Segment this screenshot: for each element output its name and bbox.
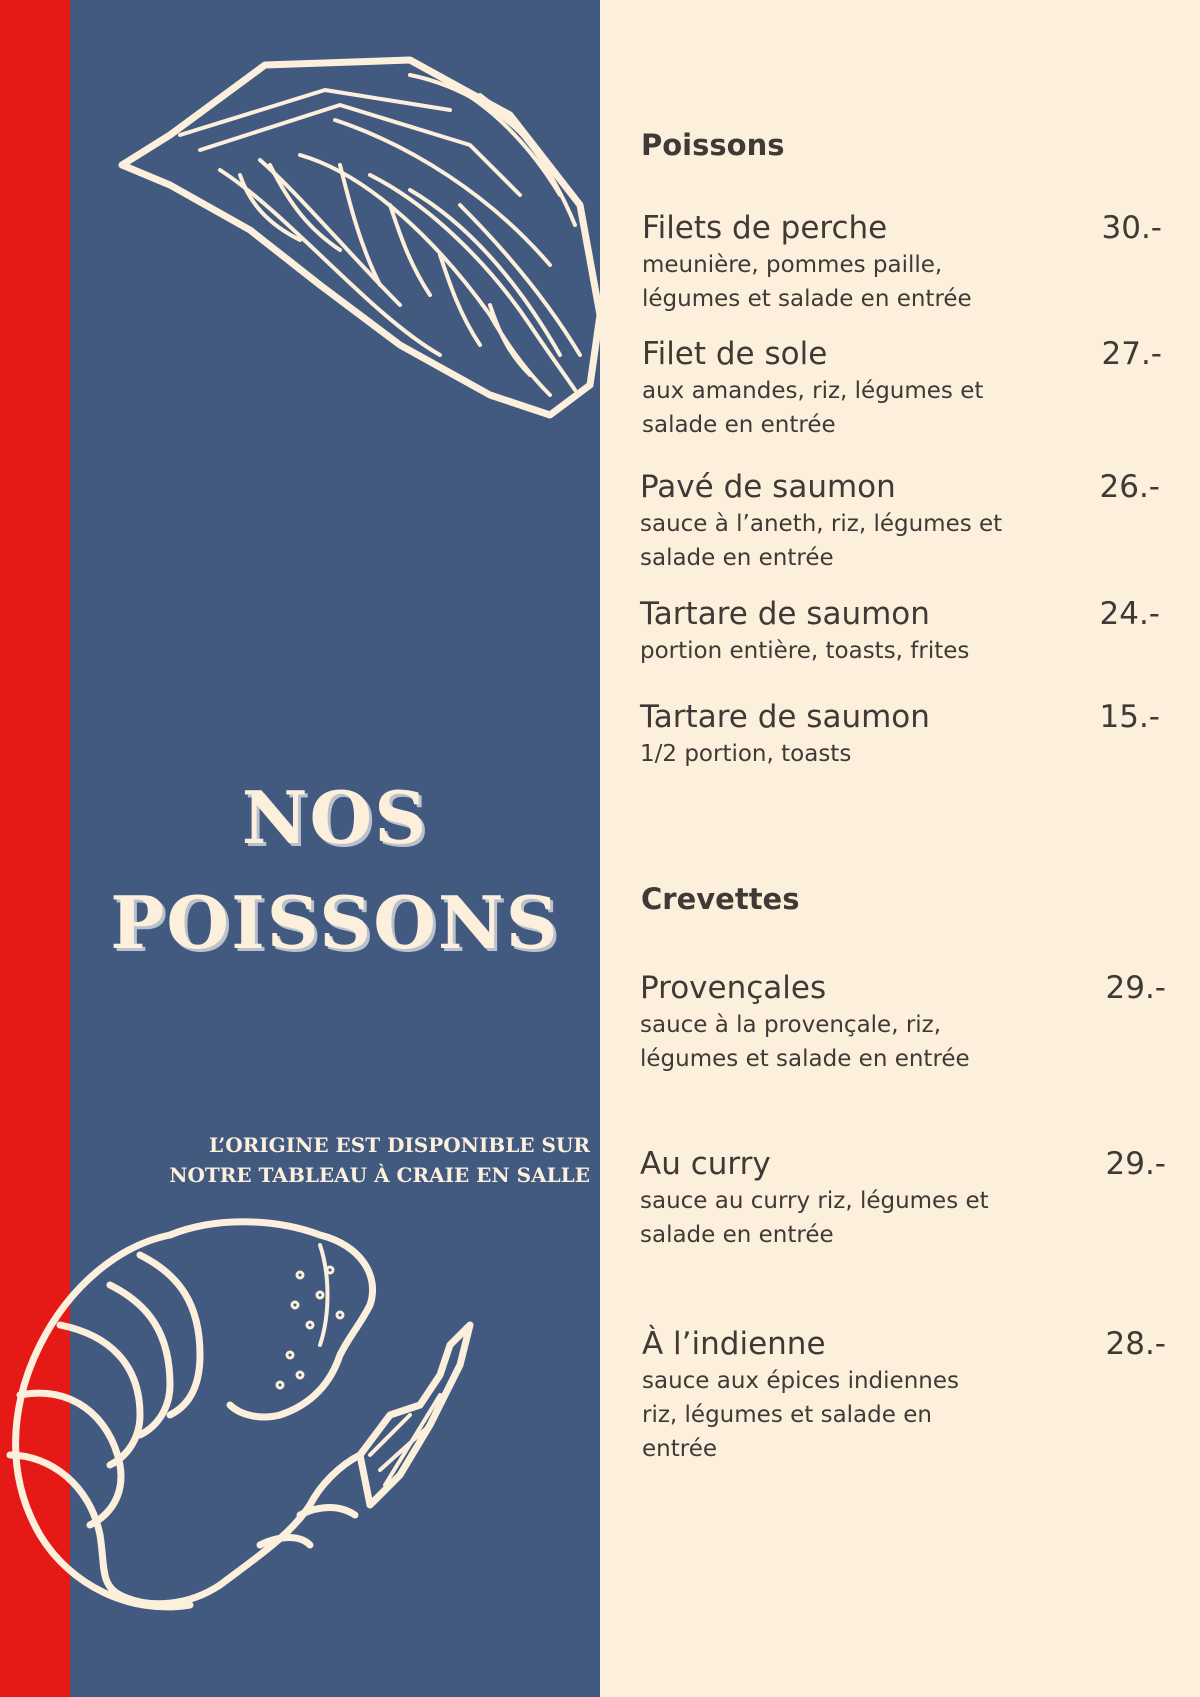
menu-item xyxy=(640,968,1166,1076)
dish-name: Pavé de saumon xyxy=(640,469,896,505)
hero-title-line2: POISSONS xyxy=(110,880,560,965)
dish-name: Au curry xyxy=(640,1146,771,1182)
hero-title-line1: NOS xyxy=(241,775,429,860)
dish-name: À l’indienne xyxy=(642,1326,826,1362)
menu-item xyxy=(640,697,1160,771)
salmon-steak-icon xyxy=(110,55,605,455)
section-heading-poissons: Poissons xyxy=(641,128,785,162)
shrimp-icon xyxy=(0,1215,480,1635)
dish-price: 15.- xyxy=(1099,699,1160,735)
menu-item xyxy=(642,334,1162,442)
dish-name: Tartare de saumon xyxy=(640,596,930,632)
dish-price: 28.- xyxy=(1105,1326,1166,1362)
menu-item xyxy=(642,1324,1166,1466)
menu-item xyxy=(642,208,1162,316)
origin-note: L’ORIGINE EST DISPONIBLE SUR NOTRE TABLEAU À CRAIE EN SALLE xyxy=(169,1133,590,1187)
menu-item xyxy=(640,467,1160,575)
dish-price: 30.- xyxy=(1101,210,1162,246)
dish-description: meunière, pommes paille, légumes et salade en entrée xyxy=(642,252,972,312)
menu-item xyxy=(640,1144,1166,1252)
dish-price: 29.- xyxy=(1105,1146,1166,1182)
dish-description: sauce à l’aneth, riz, légumes et salade en entrée xyxy=(640,511,1003,571)
dish-description: sauce à la provençale, riz, légumes et salade en entrée xyxy=(640,1012,970,1072)
dish-price: 27.- xyxy=(1101,336,1162,372)
dish-name: Provençales xyxy=(640,970,827,1006)
menu-item xyxy=(640,594,1160,668)
dish-price: 24.- xyxy=(1099,596,1160,632)
dish-description: sauce au curry riz, légumes et salade en entrée xyxy=(640,1188,989,1248)
section-heading-crevettes: Crevettes xyxy=(641,882,800,916)
dish-description: sauce aux épices indiennes riz, légumes et salade en entrée xyxy=(642,1368,959,1462)
dish-description: 1/2 portion, toasts xyxy=(640,741,852,767)
dish-name: Tartare de saumon xyxy=(640,699,930,735)
dish-name: Filets de perche xyxy=(642,210,888,246)
dish-price: 29.- xyxy=(1105,970,1166,1006)
dish-name: Filet de sole xyxy=(642,336,828,372)
dish-description: portion entière, toasts, frites xyxy=(640,638,970,664)
dish-description: aux amandes, riz, légumes et salade en entrée xyxy=(642,378,984,438)
dish-price: 26.- xyxy=(1099,469,1160,505)
